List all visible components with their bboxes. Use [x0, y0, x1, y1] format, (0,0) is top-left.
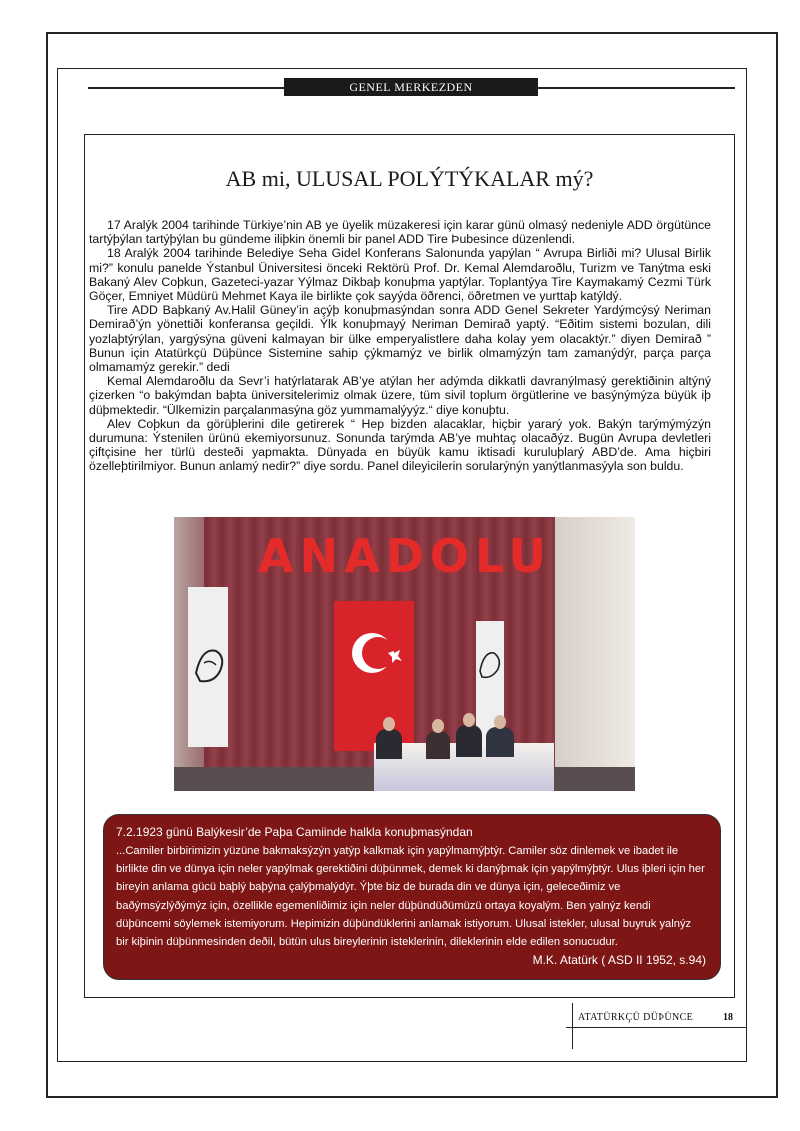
article-paragraph: Tire ADD Baþkaný Av.Halil Güney’in açýþ konuþmasýndan sonra ADD Genel Sekreter Yardýmcýsý Neriman Demirað’ýn yönettiði konferansa geçildi. Ýlk konuþmayý Neriman Demirað yaptý. “Eðitim sistemi bozulan, dili yozlaþtýrýlan, yargýsýna güveni kalmayan bir ülke emperyalistlere daha kolay yem olacaktýr.” diyen Demirað ” Bunun için Atatürkçü Düþünce Sistemine sahip çýkmamýz ve birlik olmamýzýn tam zamanýdýr, parça parça olmamamýz gerekir.” dedi — [89, 303, 711, 375]
panelist — [456, 725, 482, 757]
turkish-flag — [334, 601, 414, 751]
panelist-head — [432, 719, 444, 733]
ataturk-portrait-icon — [190, 637, 230, 697]
quote-heading: 7.2.1923 günü Balýkesir’de Paþa Camiinde halkla konuþmasýndan — [116, 825, 473, 839]
anadolu-watermark: ANADOLU — [258, 529, 553, 583]
page-number: 18 — [723, 1012, 733, 1023]
panelist — [426, 731, 450, 759]
panelist — [376, 729, 402, 759]
article-body — [89, 218, 711, 474]
left-banner — [188, 587, 228, 747]
article-paragraph: Kemal Alemdaroðlu da Sevr’i hatýrlatarak AB’ye atýlan her adýmda dikkatli davranýlmasý gerektiðinin altýný çizerken “o bakýmdan baþta üniversitelerimiz olmak üzere, tüm sivil toplum örgütlerine ve basýnýmýza büyük iþ düþmektedir. “Ülkemizin parçalanmasýna göz yummamalýyýz.“ diye konuþtu. — [89, 374, 711, 417]
crescent-star-icon — [334, 601, 414, 751]
panelist-head — [383, 717, 395, 731]
section-header: GENEL MERKEZDEN — [284, 78, 538, 96]
quote-box — [103, 814, 721, 980]
article-paragraph: 18 Aralýk 2004 tarihinde Belediye Seha Gidel Konferans Salonunda yapýlan “ Avrupa Birliði mi? Ulusal Birlik mi?” konulu panelde Ýstanbul Üniversitesi önceki Rektörü Prof. Dr. Kemal Alemdaroðlu, Turizm ve Tanýtma eski Bakaný Alev Coþkun, Gazeteci-yazar Yýlmaz Dikbaþ konuþma yaptýlar. Toplantýya Tire Kaymakamý Cezmi Türk Göçer, Emniyet Müdürü Mehmet Kaya ile birlikte çok sayýda öðrenci, öðretmen ve yurttaþ katýldý. — [89, 246, 711, 304]
footer-rule-vertical — [572, 1003, 573, 1049]
panelist-head — [494, 715, 506, 729]
panelist-head — [463, 713, 475, 727]
article-title: AB mi, ULUSAL POLÝTÝKALAR mý? — [225, 166, 594, 191]
article-paragraph: Alev Coþkun da görüþlerini dile getirerek “ Hep bizden alacaklar, hiçbir yararý yok. Bakýn tarýmýmýzýn durumuna: Ýstenilen ürünü ekemiyorsunuz. Sonunda tarýmda AB’ye muhtaç olacaðýz. Bugün Avrupa devletleri çiftçisine her türlü desteði yapmakta. Dünyada en büyük kamu iktisadi kuruluþlarý ABD’de. Ama hiçbiri özelleþtirilmiyor. Bunun anlamý nedir?” diye sordu. Panel dileyicilerin sorularýnýn yanýtlanmasýyla son buldu. — [89, 416, 711, 474]
quote-text: ...Camiler birbirimizin yüzüne bakmaksýzýn yatýp kalkmak için yapýlmamýþtýr. Camiler söz dinlemek ve ibadet ile birlikte din ve dünya için neler yapýlmak gerektiðini düþünmek, demek ki danýþmak için yapýlmýþtýr. Ulus iþleri için her bireyin anlama gücü baþlý baþýna çalýþmalýdýr. Ýþte biz de burada din ve dünya için, geleceðimiz ve baðýmsýzlýðýmýz için, özellikle egemenliðimiz için neler düþündüðümüzü ortaya koyalým. Ben yalnýz kendi düþüncemi söylemek istemiyorum. Hepimizin düþündüklerini anlamak istiyorum. Ulusal istekler, ulusal buyruk yalnýz bir kiþinin düþünmesinden deðil, bütün ulus bireylerinin isteklerinin, dileklerinin elde edilen sonucudur. — [116, 845, 705, 949]
footer-publication-name: ATATÜRKÇÜ DÜÞÜNCE — [578, 1012, 694, 1023]
panel-photo — [174, 517, 635, 791]
footer-rule-horizontal — [566, 1027, 746, 1028]
ataturk-portrait-icon — [476, 645, 504, 685]
right-wall — [555, 517, 635, 791]
quote-author: M.K. Atatürk ( ASD II 1952, s.94) — [532, 953, 706, 967]
article-paragraph: 17 Aralýk 2004 tarihinde Türkiye’nin AB ye üyelik müzakeresi için karar günü olmasý nedeniyle ADD örgütünce tartýþýlan tartýþýlan bu gündeme iliþkin önemli bir panel ADD Tire Þubesince düzenlendi. — [89, 218, 711, 247]
panelist — [486, 727, 514, 757]
